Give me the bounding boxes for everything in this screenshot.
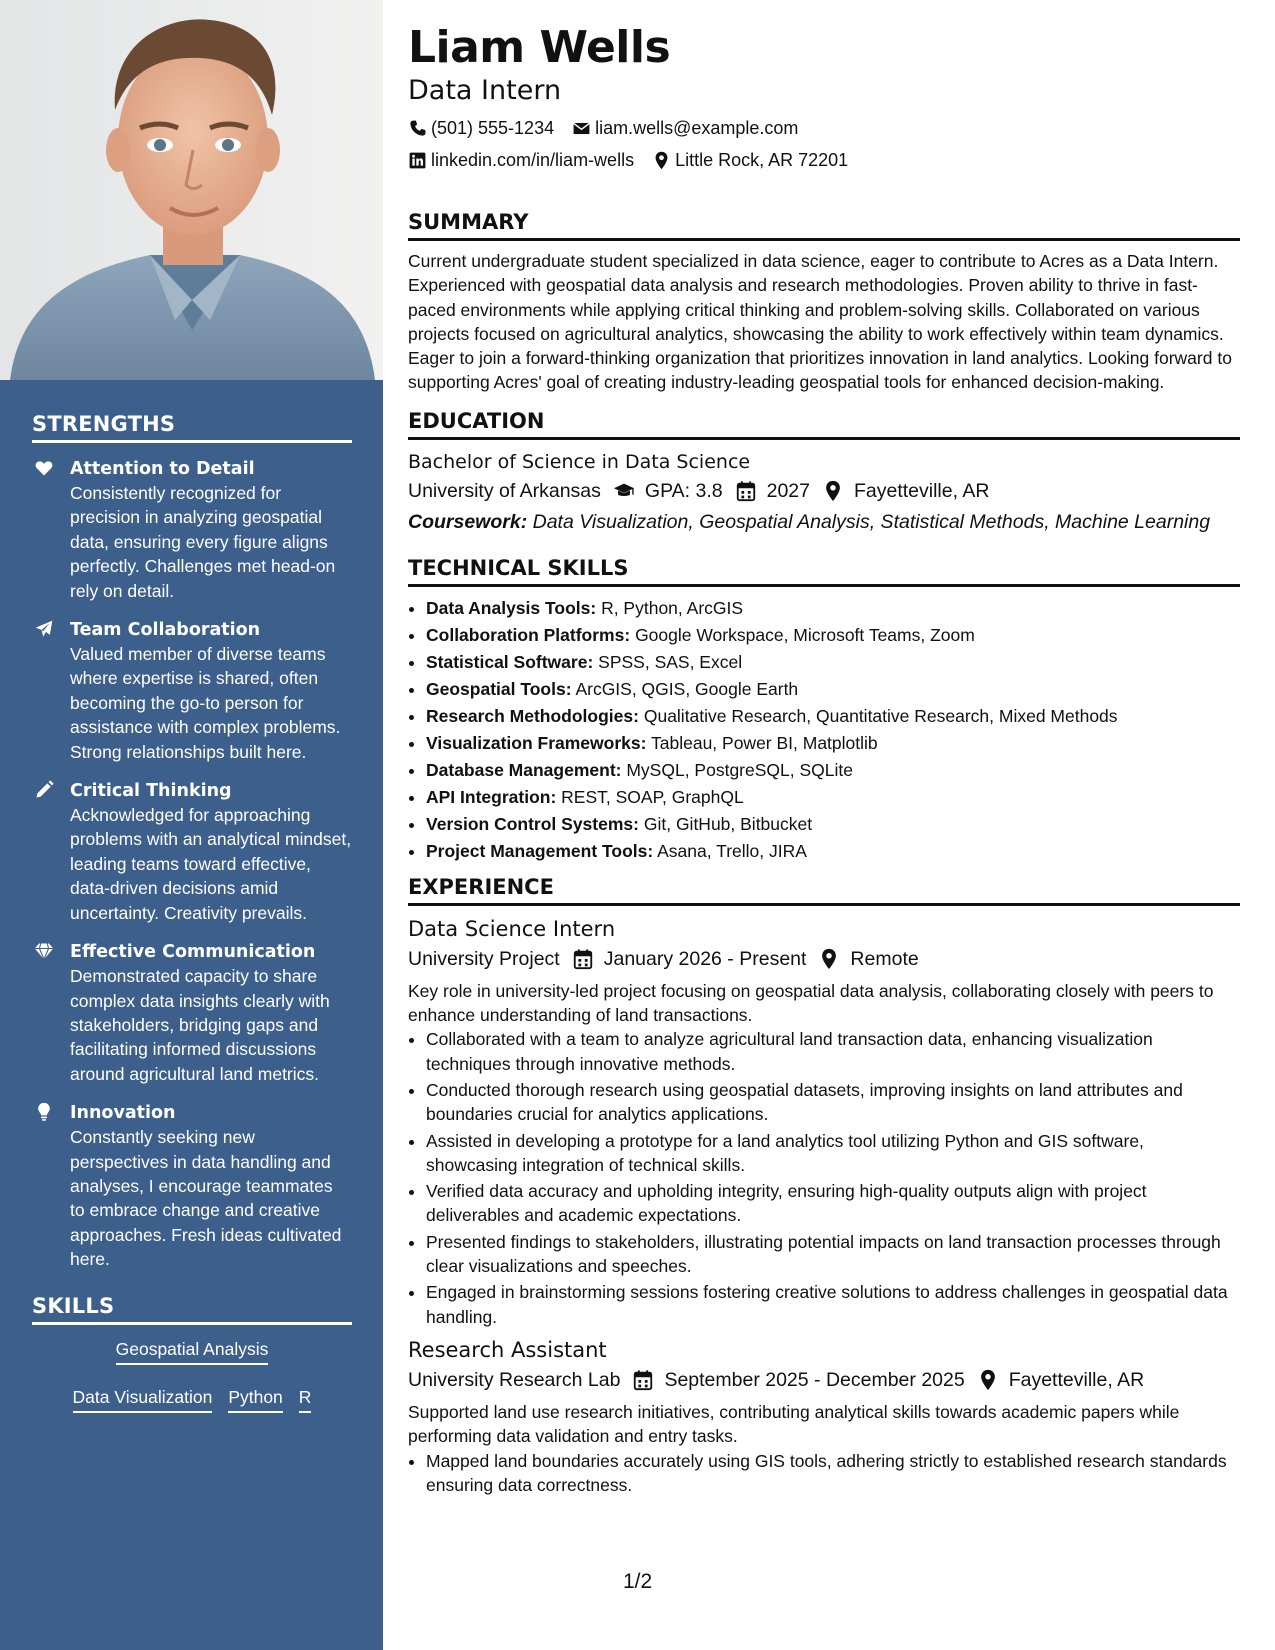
technical-skills-list xyxy=(408,595,1240,865)
linkedin-url[interactable]: linkedin.com/in/liam-wells xyxy=(431,150,635,170)
strength-item xyxy=(32,940,352,1086)
strength-description: Constantly seeking new perspectives in data handling and analyses, I encourage teammates to embrace change and creative approaches. Fresh ideas cultivated here. xyxy=(70,1127,342,1270)
skill-label: Visualization Frameworks: xyxy=(426,732,647,753)
pencil-icon xyxy=(34,780,54,800)
profile-photo xyxy=(0,0,383,380)
list-item: • Assisted in developing a prototype for a land analytics tool utilizing Python and GIS software, showcasing integration of technical skills. xyxy=(426,1129,1240,1178)
list-item xyxy=(426,811,1240,838)
strength-description: Valued member of diverse teams where expertise is shared, often becoming the go-to person for assistance with complex problems. Strong relationships built here. xyxy=(70,644,341,762)
coursework xyxy=(408,507,1240,538)
list-item xyxy=(426,649,1240,676)
strength-title: Team Collaboration xyxy=(70,620,261,641)
map-pin-icon xyxy=(818,948,840,970)
strength-title: Innovation xyxy=(70,1103,176,1124)
skill-row xyxy=(32,1339,352,1365)
skill-value: Asana, Trello, JIRA xyxy=(657,840,807,861)
skill-label: Database Management: xyxy=(426,759,622,780)
skill-label: API Integration: xyxy=(426,786,557,807)
list-item xyxy=(426,730,1240,757)
strength-description: Consistently recognized for precision in analyzing geospatial data, ensuring every figure aligns perfectly. Challenges met head-on rely on detail. xyxy=(70,483,336,601)
job-title: Research Assistant xyxy=(408,1337,607,1362)
main-content xyxy=(408,20,1240,1503)
strength-item xyxy=(32,779,352,925)
linkedin-icon xyxy=(408,151,427,170)
strength-title: Critical Thinking xyxy=(70,781,232,802)
skill-value: MySQL, PostgreSQL, SQLite xyxy=(626,759,853,780)
job-location: Fayetteville, AR xyxy=(1008,1368,1145,1391)
list-item xyxy=(426,703,1240,730)
map-pin-icon xyxy=(822,480,844,502)
job-bullets xyxy=(408,1027,1240,1329)
job-entry xyxy=(408,914,1240,1329)
heart-icon xyxy=(34,458,54,478)
candidate-name: Liam Wells xyxy=(408,22,671,73)
skill-row xyxy=(32,1387,352,1413)
skill-label: Statistical Software: xyxy=(426,651,594,672)
page-number: 1/2 xyxy=(623,1570,653,1593)
skill-value: Qualitative Research, Quantitative Research, Mixed Methods xyxy=(643,705,1118,726)
list-item: • Mapped land boundaries accurately using GIS tools, adhering strictly to established research standards ensuring data correctness. xyxy=(426,1449,1240,1498)
job-dates: January 2026 - Present xyxy=(603,947,807,970)
school-name: University of Arkansas xyxy=(408,479,601,502)
gpa: GPA: 3.8 xyxy=(644,479,723,502)
sidebar-content xyxy=(32,412,352,1435)
paper-plane-icon xyxy=(34,619,54,639)
list-item: • Collaborated with a team to analyze agricultural land transaction data, enhancing visualization techniques through innovative methods. xyxy=(426,1027,1240,1076)
calendar-icon xyxy=(735,480,757,502)
linkedin-contact[interactable] xyxy=(408,144,634,176)
location-text: Little Rock, AR 72201 xyxy=(675,150,849,170)
list-item: • Conducted thorough research using geospatial datasets, improving insights on land attributes and boundaries crucial for analytics applications. xyxy=(426,1078,1240,1127)
map-pin-icon xyxy=(977,1369,999,1391)
skill-label: Project Management Tools: xyxy=(426,840,654,861)
summary-heading: SUMMARY xyxy=(408,210,1240,241)
skill-tags xyxy=(32,1339,352,1413)
list-item xyxy=(426,595,1240,622)
job-description: Supported land use research initiatives, contributing analytical skills towards academic papers while performing data validation and entry tasks. xyxy=(408,1401,1180,1447)
email-contact[interactable] xyxy=(572,112,798,144)
envelope-icon xyxy=(572,119,591,138)
skill-value: ArcGIS, QGIS, Google Earth xyxy=(575,678,799,699)
skill-tag: R xyxy=(299,1387,312,1413)
graduation-year: 2027 xyxy=(766,479,810,502)
list-item: • Engaged in brainstorming sessions fostering creative solutions to address challenges in geospatial data handling. xyxy=(426,1280,1240,1329)
phone-number: (501) 555-1234 xyxy=(431,118,555,138)
education-meta xyxy=(408,476,1240,507)
list-item: • Presented findings to stakeholders, illustrating potential impacts on land transaction processes through clear visualizations and speeches. xyxy=(426,1230,1240,1279)
skill-value: REST, SOAP, GraphQL xyxy=(561,786,744,807)
coursework-list: Data Visualization, Geospatial Analysis, Statistical Methods, Machine Learning xyxy=(532,510,1211,533)
list-item xyxy=(426,622,1240,649)
skill-tag: Geospatial Analysis xyxy=(116,1339,269,1365)
coursework-label: Coursework: xyxy=(408,510,528,533)
skill-value: Git, GitHub, Bitbucket xyxy=(643,813,813,834)
list-item xyxy=(426,757,1240,784)
skill-label: Version Control Systems: xyxy=(426,813,639,834)
contact-row xyxy=(408,144,1240,176)
contact-row xyxy=(408,112,1240,144)
skill-tag: Data Visualization xyxy=(73,1387,213,1413)
job-location: Remote xyxy=(850,947,919,970)
job-meta xyxy=(408,1365,1240,1396)
skills-heading: SKILLS xyxy=(32,1294,352,1325)
technical-skills-heading: TECHNICAL SKILLS xyxy=(408,556,1240,587)
experience-heading: EXPERIENCE xyxy=(408,875,1240,906)
calendar-icon xyxy=(632,1369,654,1391)
strength-title: Effective Communication xyxy=(70,942,316,963)
strength-item xyxy=(32,457,352,603)
graduation-cap-icon xyxy=(613,480,635,502)
job-bullets xyxy=(408,1449,1240,1498)
strength-description: Acknowledged for approaching problems with an analytical mindset, leading teams toward effective, data-driven decisions amid uncertainty. Creativity prevails. xyxy=(70,805,352,923)
email-address[interactable]: liam.wells@example.com xyxy=(595,118,799,138)
job-dates: September 2025 - December 2025 xyxy=(664,1368,965,1391)
job-org: University Research Lab xyxy=(408,1368,621,1391)
skill-tag: Python xyxy=(228,1387,282,1413)
strength-item xyxy=(32,618,352,764)
school-location: Fayetteville, AR xyxy=(853,479,990,502)
skill-label: Data Analysis Tools: xyxy=(426,597,597,618)
phone-icon xyxy=(408,119,427,138)
skill-label: Geospatial Tools: xyxy=(426,678,572,699)
skill-value: Google Workspace, Microsoft Teams, Zoom xyxy=(635,624,975,645)
summary-text: Current undergraduate student specialized in data science, eager to contribute to Acres as a Data Intern. Experienced with geospatial data analysis and research methodologies. Proven ability to thrive in fast-paced environments while applying critical thinking and problem-solving skills. Collaborated on various projects focused on agricultural analytics, showcasing the ability to work effectively within team dynamics. Eager to join a forward-thinking organization that prioritizes innovation in land analytics. Looking forward to supporting Acres' goal of creating industry-leading geospatial tools for enhanced decision-making. xyxy=(408,251,1232,393)
strength-title: Attention to Detail xyxy=(70,459,255,479)
phone-contact xyxy=(408,112,554,144)
map-pin-icon xyxy=(652,151,671,170)
skill-value: Tableau, Power BI, Matplotlib xyxy=(651,732,878,753)
skill-label: Research Methodologies: xyxy=(426,705,639,726)
list-item xyxy=(426,676,1240,703)
skill-value: R, Python, ArcGIS xyxy=(601,597,744,618)
list-item: • Verified data accuracy and upholding integrity, ensuring high-quality outputs align with project deliverables and academic expectations. xyxy=(426,1179,1240,1228)
strength-item xyxy=(32,1101,352,1271)
candidate-role: Data Intern xyxy=(408,75,562,106)
skill-label: Collaboration Platforms: xyxy=(426,624,631,645)
strengths-heading: STRENGTHS xyxy=(32,412,352,443)
job-org: University Project xyxy=(408,947,560,970)
job-entry xyxy=(408,1335,1240,1497)
sidebar xyxy=(0,0,383,1650)
job-description: Key role in university-led project focusing on geospatial data analysis, collaborating closely with peers to enhance understanding of land transactions. xyxy=(408,980,1214,1026)
skill-value: SPSS, SAS, Excel xyxy=(598,651,743,672)
calendar-icon xyxy=(572,948,594,970)
degree-title: Bachelor of Science in Data Science xyxy=(408,450,751,473)
education-heading: EDUCATION xyxy=(408,409,1240,440)
lightbulb-icon xyxy=(34,1102,54,1122)
job-meta xyxy=(408,944,1240,975)
job-title: Data Science Intern xyxy=(408,916,616,941)
list-item xyxy=(426,784,1240,811)
list-item xyxy=(426,838,1240,865)
location-contact xyxy=(652,144,848,176)
strength-description: Demonstrated capacity to share complex data insights clearly with stakeholders, bridging gaps and facilitating informed discussions around agricultural land metrics. xyxy=(70,966,330,1084)
diamond-icon xyxy=(34,941,54,961)
